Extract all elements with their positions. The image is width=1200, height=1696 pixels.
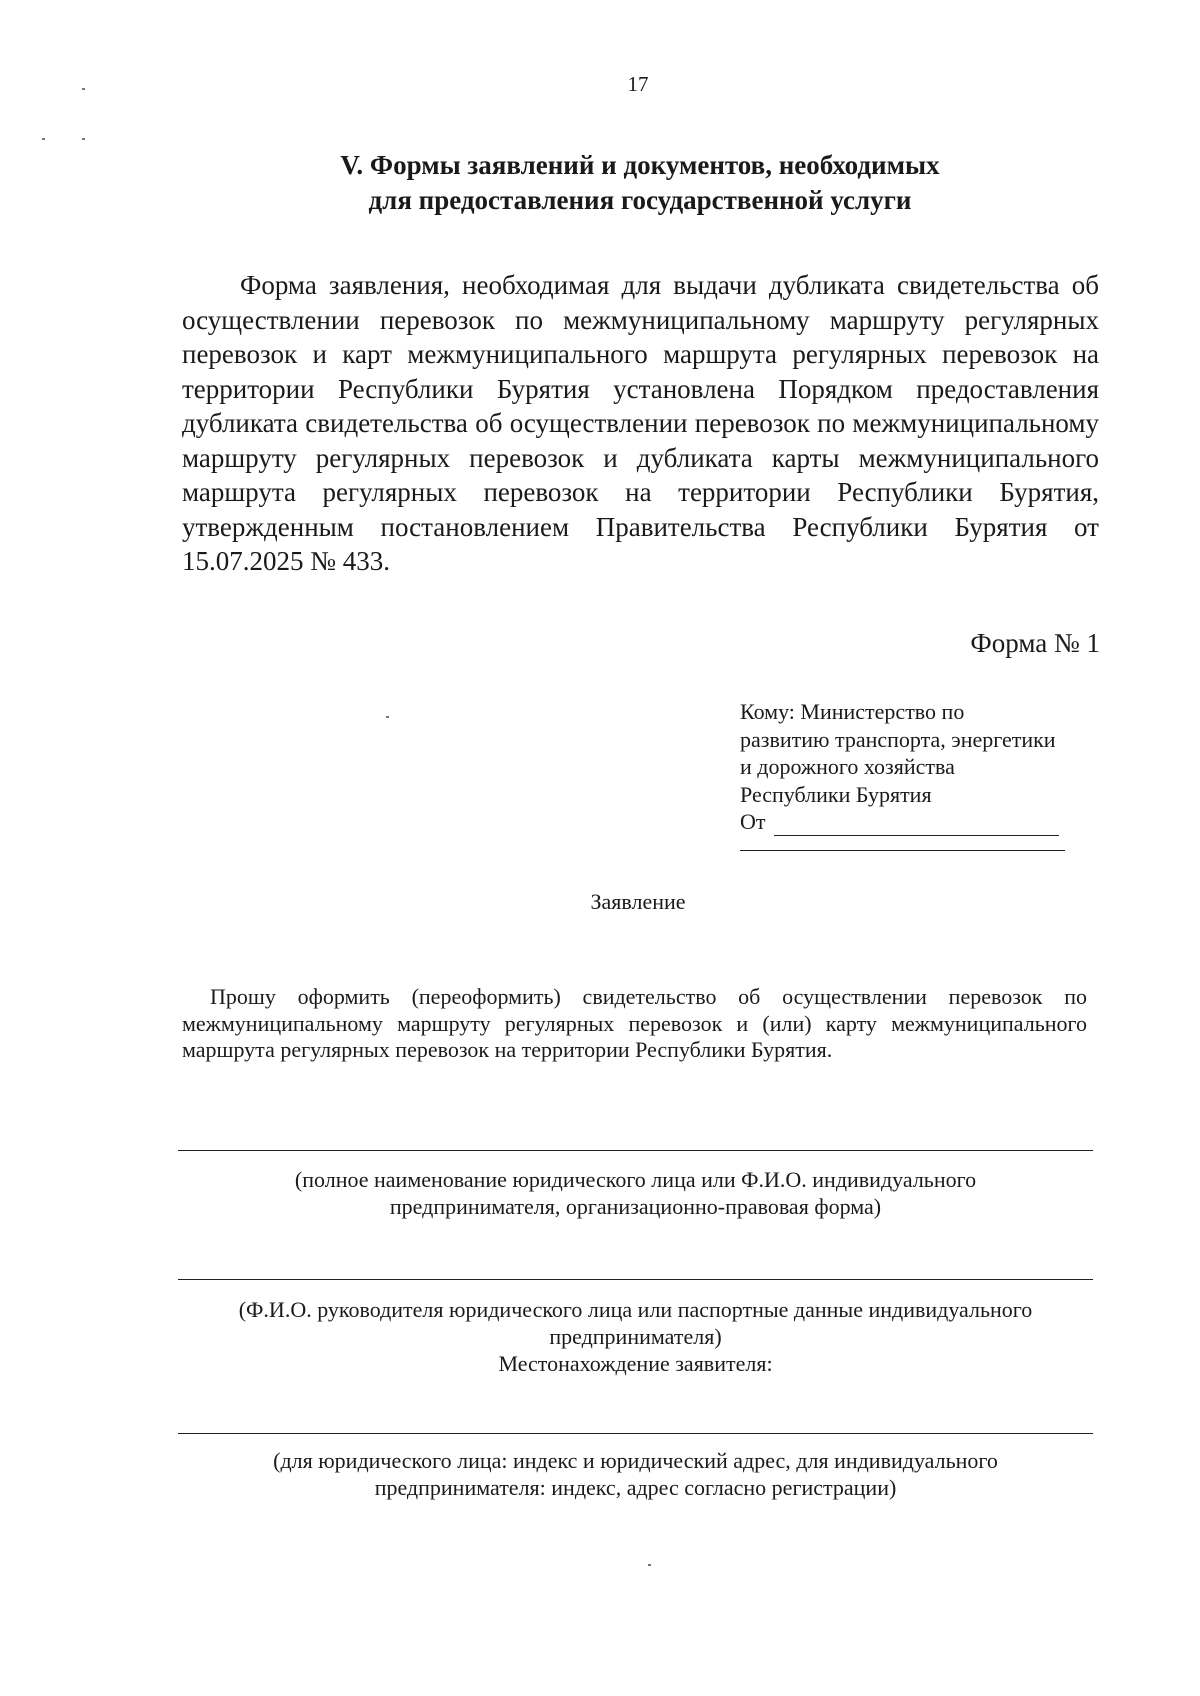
section-heading xyxy=(180,148,1100,218)
caption-line: Местонахождение заявителя: xyxy=(498,1351,773,1376)
caption-line: (Ф.И.О. руководителя юридического лица или паспортные данные индивидуального xyxy=(238,1297,1033,1322)
statement-title: Заявление xyxy=(590,889,686,914)
address-caption xyxy=(178,1447,1093,1501)
addressee-block xyxy=(740,698,1100,851)
request-paragraph: Прошу оформить (переоформить) свидетельство об осуществлении перевозок по межмуниципальному маршруту регулярных перевозок и (или) карту межмуниципального маршрута регулярных перевозок на территории Республики Бурятия. xyxy=(182,984,1087,1062)
addressee-line-1: Кому: Министерство по xyxy=(740,699,965,724)
from-blank-line[interactable] xyxy=(774,813,1059,836)
address-blank-line[interactable] xyxy=(178,1433,1093,1434)
form-number-label: Форма № 1 xyxy=(970,628,1100,658)
scan-speck xyxy=(648,1564,651,1566)
scan-speck xyxy=(42,138,45,140)
caption-line: предпринимателя) xyxy=(549,1324,722,1349)
applicant-name-blank-line[interactable] xyxy=(178,1150,1093,1151)
addressee-line-3: и дорожного хозяйства xyxy=(740,754,955,779)
scan-speck xyxy=(82,88,85,90)
section-heading-line-1: V. Формы заявлений и документов, необходимых xyxy=(340,150,940,180)
manager-details-blank-line[interactable] xyxy=(178,1279,1093,1280)
manager-details-caption xyxy=(178,1296,1093,1377)
caption-line: предпринимателя: индекс, адрес согласно регистрации) xyxy=(374,1475,897,1500)
intro-paragraph: Форма заявления, необходимая для выдачи дубликата свидетельства об осуществлении перевозок по межмуниципальному маршруту регулярных перевозок и карт межмуниципального маршрута регулярных перевозок на территории Республики Бурятия установлена Порядком предоставления дубликата свидетельства об осуществлении перевозок по межмуниципальному маршруту регулярных перевозок и дубликата карты межмуниципального маршрута регулярных перевозок на территории Республики Бурятия, утвержденным постановлением Правительства Республики Бурятия от 15.07.2025 № 433. xyxy=(182,270,1099,576)
page-number: 17 xyxy=(627,72,649,96)
scan-speck xyxy=(82,138,85,140)
addressee-line-2: развитию транспорта, энергетики xyxy=(740,726,1056,752)
from-blank-line-2[interactable] xyxy=(740,836,1065,851)
applicant-name-caption xyxy=(178,1166,1093,1220)
section-heading-line-2: для предоставления государственной услуги xyxy=(368,185,912,215)
scan-speck xyxy=(386,716,389,718)
caption-line: предпринимателя, организационно-правовая форма) xyxy=(389,1194,882,1219)
caption-line: (для юридического лица: индекс и юридический адрес, для индивидуального xyxy=(273,1448,998,1473)
from-row xyxy=(740,808,1100,836)
addressee-line-4: Республики Бурятия xyxy=(740,781,932,807)
from-label: От xyxy=(740,809,766,834)
caption-line: (полное наименование юридического лица или Ф.И.О. индивидуального xyxy=(294,1167,977,1192)
